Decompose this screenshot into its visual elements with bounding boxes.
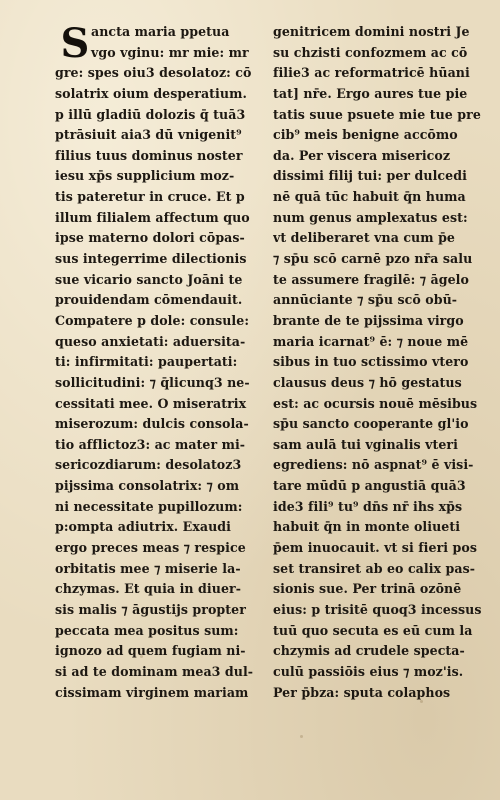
text-line: chzymis ad crudele specta- [273,643,465,659]
right-column [273,22,488,703]
text-line: sus integerrime dilectionis [55,251,247,267]
text-line: nē quā tūc habuit q̄n huma [273,189,466,205]
text-line: set transiret ab eo calix pas- [273,560,476,576]
text-line: p:ompta adiutrix. Exaudi [55,519,231,535]
text-line: illum filialem affectum quo [55,209,250,225]
text-line: prouidendam cōmendauit. [55,292,243,308]
text-line: vgo vginu: mr mie: mr [91,44,249,60]
text-line: culū passiōis eius ⁊ moz'is. [273,663,464,679]
text-line: te assumere fragilē: ⁊ āgelo [273,271,469,287]
text-line: ⁊ sp̄u scō carnē pzo nr̄a salu [273,251,473,267]
text-line: p illū gladiū dolozis q̄ tuā3 [55,106,246,122]
text-line: ergo preces meas ⁊ respice [55,540,246,556]
text-line: brante de te pijssima virgo [273,312,464,328]
text-line: eius: p trisitē quoq3 incessus [273,601,482,617]
text-line: sis malis ⁊ āgustijs propter [55,601,246,617]
text-line: ignozo ad quem fugiam ni- [55,643,246,659]
text-line: Compatere p dole: consule: [55,312,250,328]
text-line: tare mūdū p angustiā quā3 [273,478,466,494]
text-line: habuit q̄n in monte oliueti [273,519,461,535]
text-line: pijssima consolatrix: ⁊ om [55,478,240,494]
text-line: clausus deus ⁊ hō gestatus [273,374,462,390]
text-line: sionis sue. Per trinā ozōnē [273,581,462,597]
text-line: si ad te dominam mea3 dul- [55,663,254,679]
text-line: iesu xp̄s supplicium moz- [55,168,235,184]
text-line: ti: infirmitati: paupertati: [55,354,238,370]
text-line: sam aulā tui vginalis vteri [273,436,458,452]
text-line: ipse materno dolori cōpas- [55,230,245,246]
text-line: cessitati mee. O miseratrix [55,395,247,411]
text-line: gre: spes oiu3 desolatoz: cō [55,65,252,81]
text-line: tat] nr̄e. Ergo aures tue pie [273,85,468,101]
text-line: est: ac ocursis nouē mēsibus [273,395,478,411]
text-line: tatis suue psuete mie tue pre [273,106,481,122]
text-line: cissimam virginem mariam [55,684,249,700]
text-line: solatrix oium desperatium. [55,85,247,101]
text-line: annūciante ⁊ sp̄u scō obū- [273,292,458,308]
text-line: da. Per viscera misericoz [273,147,451,163]
text-line: Per p̄bza: sputa colaphos [273,684,451,700]
text-line: ide3 fili⁹ tu⁹ dn̄s nr̄ ihs xp̄s [273,498,463,514]
text-line: miserozum: dulcis consola- [55,416,249,432]
left-column [55,22,271,703]
text-line: tis pateretur in cruce. Et p [55,189,245,205]
text-line: dissimi filij tui: per dulcedi [273,168,467,184]
text-line: sericozdiarum: desolatoz3 [55,457,242,473]
text-line: filius tuus dominus noster [55,147,243,163]
text-line: maria icarnat⁹ ē: ⁊ noue mē [273,333,469,349]
text-line: tio afflictoz3: ac mater mi- [55,436,246,452]
text-line: ptrāsiuit aia3 dū vnigenit⁹ [55,127,242,143]
text-line: sibus in tuo sctissimo vtero [273,354,469,370]
text-line: egrediens: nō aspnat⁹ ē visi- [273,457,474,473]
text-line: vt deliberaret vna cum p̄e [273,230,455,246]
text-line: su chzisti confozmem ac cō [273,44,468,60]
text-line: sollicitudini: ⁊ q̄licunq3 ne- [55,374,250,390]
text-line: genitricem domini nostri Je [273,24,470,39]
text-line: sue vicario sancto Joāni te [55,271,243,287]
text-line: chzymas. Et quia in diuer- [55,581,241,597]
text-line: num genus amplexatus est: [273,209,468,225]
text-line: ancta maria ppetua [91,24,230,39]
text-line: sp̄u sancto cooperante gl'io [273,416,469,432]
text-line: peccata mea positus sum: [55,622,239,638]
text-line: tuū quo secuta es eū cum la [273,622,473,638]
text-line: cib⁹ meis benigne accōmo [273,127,458,143]
text-line: orbitatis mee ⁊ miserie la- [55,560,241,576]
text-line: p̄em inuocauit. vt si fieri pos [273,540,477,556]
text-line: ni necessitate pupillozum: [55,498,243,514]
text-line: filie3 ac reformatricē hūani [273,65,470,81]
text-line: queso anxietati: aduersita- [55,333,246,349]
drop-initial: S [60,20,90,67]
